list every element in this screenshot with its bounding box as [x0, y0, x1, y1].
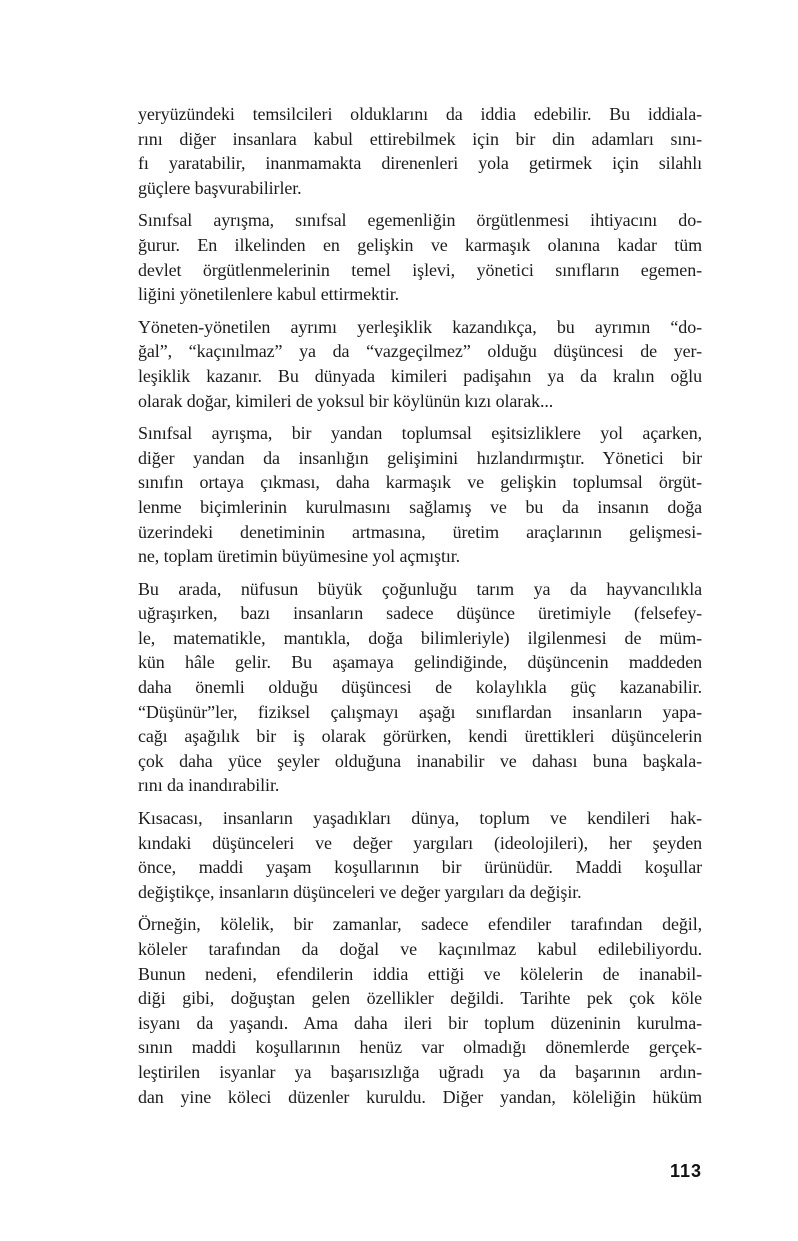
text-line: dan yine köleci düzenler kuruldu. Diğer yandan, köleliğin hüküm	[138, 1086, 702, 1107]
paragraph	[138, 806, 702, 904]
text-line: liğini yönetilenlere kabul ettirmektir.	[138, 284, 400, 305]
text-line: cağı aşağılık bir iş olarak görürken, kendi ürettikleri düşüncelerin	[138, 726, 702, 747]
text-line: le, matematikle, mantıkla, doğa bilimleriyle) ilgilenmesi de müm-	[138, 627, 702, 648]
text-line: ne, toplam üretimin büyümesine yol açmıştır.	[138, 546, 461, 567]
text-line: isyanı da yaşandı. Ama daha ileri bir toplum düzeninin kurulma-	[138, 1012, 702, 1033]
text-line: “Düşünür”ler, fiziksel çalışmayı aşağı sınıflardan insanların yapa-	[138, 701, 702, 722]
text-line: ğurur. En ilkelinden en gelişkin ve karmaşık olanına kadar tüm	[138, 234, 702, 255]
text-line: yeryüzündeki temsilcileri olduklarını da iddia edebilir. Bu iddiala-	[138, 104, 702, 124]
text-line: Sınıfsal ayrışma, bir yandan toplumsal eşitsizliklere yol açarken,	[138, 423, 702, 444]
text-line: sınıfın ortaya çıkması, daha karmaşık ve gelişkin toplumsal örgüt-	[138, 472, 702, 493]
paragraph	[138, 208, 702, 306]
text-line: leştirilen isyanlar ya başarısızlığa uğradı ya da başarının ardın-	[138, 1061, 702, 1082]
text-line: lenme biçimlerinin kurulmasını sağlamış ve bu da insanın doğa	[138, 496, 702, 517]
text-line: olarak doğar, kimileri de yoksul bir köylünün kızı olarak...	[138, 390, 554, 411]
text-line: güçlere başvurabilirler.	[138, 177, 302, 198]
text-line: leşiklik kazanır. Bu dünyada kimileri padişahın ya da kralın oğlu	[138, 365, 702, 386]
paragraph	[138, 577, 702, 798]
text-line: ğal”, “kaçınılmaz” ya da “vazgeçilmez” olduğu düşüncesi de yer-	[138, 341, 702, 362]
text-line: Örneğin, kölelik, bir zamanlar, sadece efendiler tarafından değil,	[138, 914, 702, 935]
text-line: değiştikçe, insanların düşünceleri ve değer yargıları da değişir.	[138, 881, 582, 902]
text-line: Bunun nedeni, efendilerin iddia ettiği ve kölelerin de inanabil-	[138, 963, 702, 984]
page-number: 113	[669, 1161, 702, 1181]
text-line: rını da inandırabilir.	[138, 775, 280, 796]
text-line: diği gibi, doğuştan gelen özellikler değildi. Tarihte pek çok köle	[138, 988, 702, 1009]
text-line: kün hâle gelir. Bu aşamaya gelindiğinde, düşüncenin maddeden	[138, 652, 702, 673]
text-line: Sınıfsal ayrışma, sınıfsal egemenliğin örgütlenmesi ihtiyacını do-	[138, 210, 702, 231]
paragraph	[138, 421, 702, 569]
text-line: üzerindeki denetiminin artmasına, üretim araçlarının gelişmesi-	[138, 521, 702, 542]
text-line: daha önemli olduğu düşüncesi de kolaylıkla güç kazanabilir.	[138, 677, 702, 698]
text-line: önce, maddi yaşam koşullarının bir ürünüdür. Maddi koşullar	[138, 857, 702, 878]
text-line: köleler tarafından da doğal ve kaçınılmaz kabul edilebiliyordu.	[138, 939, 702, 959]
text-line: Bu arada, nüfusun büyük çoğunluğu tarım ya da hayvancılıkla	[138, 578, 702, 599]
text-line: Kısacası, insanların yaşadıkları dünya, toplum ve kendileri hak-	[138, 808, 702, 829]
text-line: devlet örgütlenmelerinin temel işlevi, yönetici sınıfların egemen-	[138, 259, 702, 280]
text-line: çok daha yüce şeyler olduğuna inanabilir ve dahası buna başkala-	[138, 750, 702, 771]
paragraph	[138, 102, 702, 200]
text-line: uğraşırken, bazı insanların sadece düşünce üretimiyle (felsefey-	[138, 603, 702, 624]
text-line: kındaki düşünceleri ve değer yargıları (ideolojileri), her şeyden	[138, 832, 702, 853]
text-line: sının maddi koşullarının henüz var olmadığı dönemlerde gerçek-	[138, 1037, 702, 1058]
paragraph	[138, 315, 702, 413]
text-line: diğer yandan da insanlığın gelişimini hızlandırmıştır. Yönetici bir	[138, 447, 702, 468]
text-line: Yöneten-yönetilen ayrımı yerleşiklik kazandıkça, bu ayrımın “do-	[138, 316, 702, 337]
text-line: rını diğer insanlara kabul ettirebilmek için bir din adamları sını-	[138, 128, 702, 149]
paragraph	[138, 912, 702, 1109]
text-line: fı yaratabilir, inanmamakta direnenleri yola getirmek için silahlı	[138, 153, 702, 174]
text-block	[138, 102, 702, 1117]
